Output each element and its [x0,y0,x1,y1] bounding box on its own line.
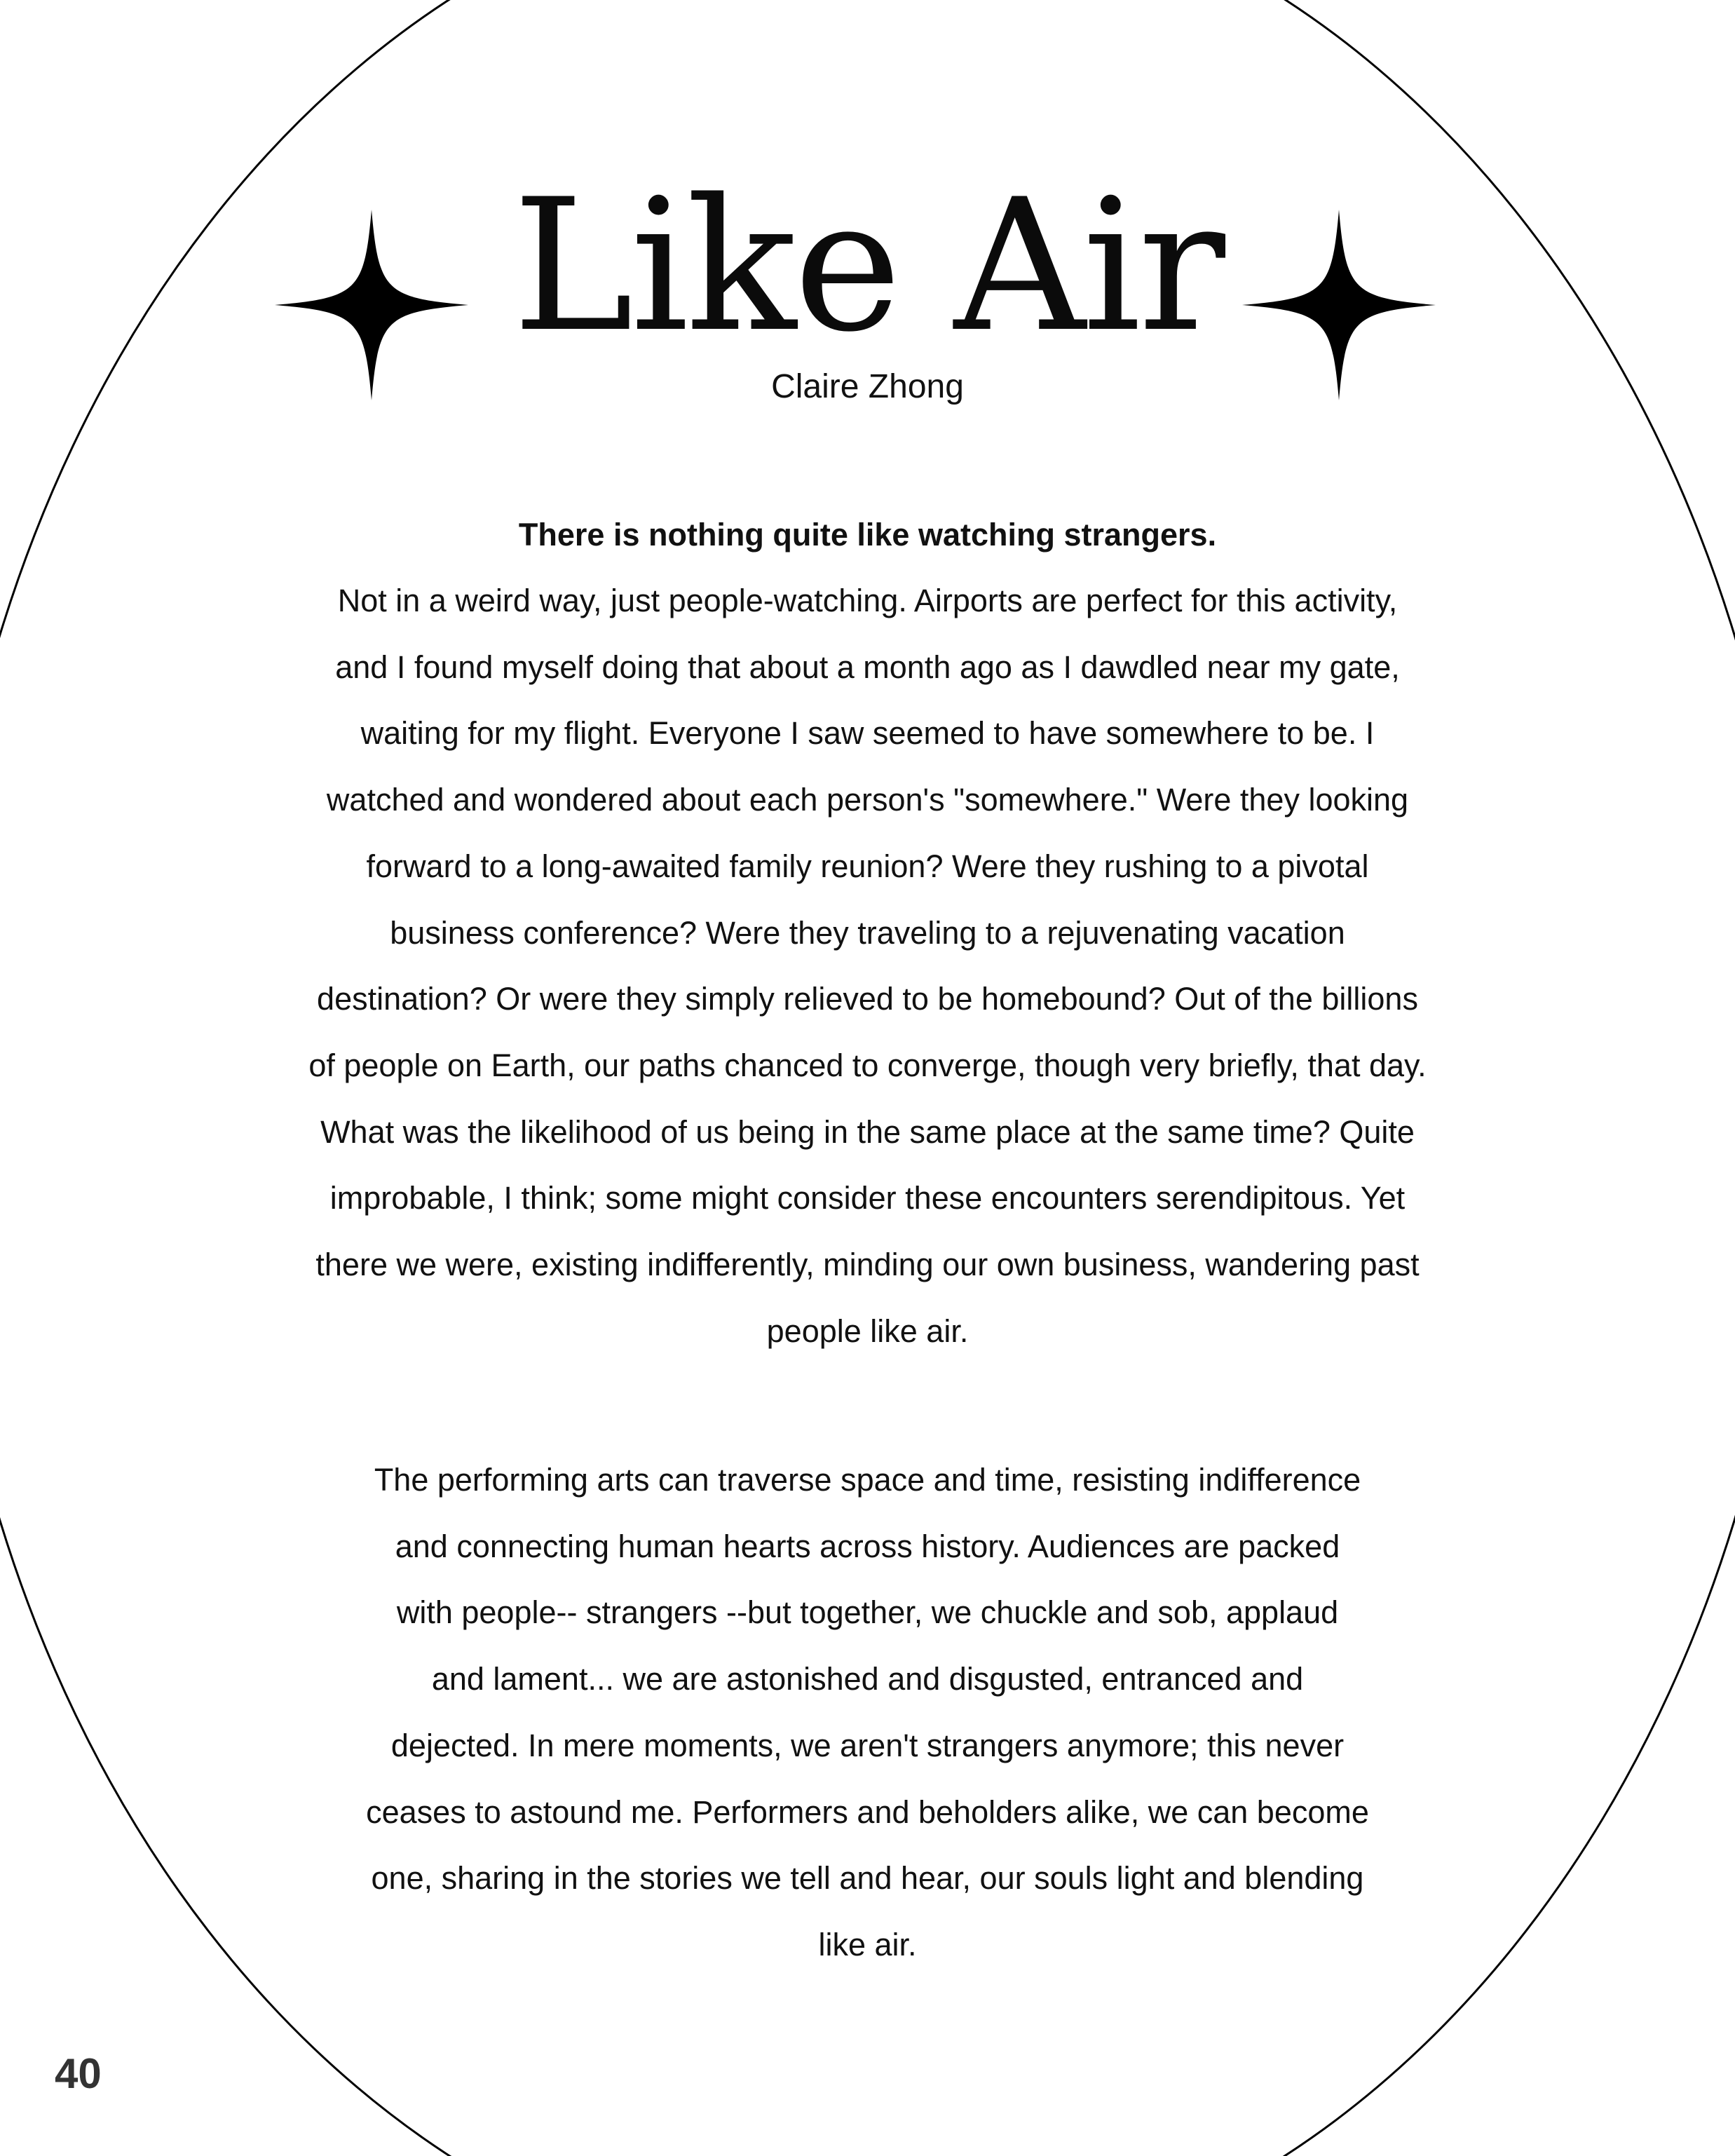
paragraph-line: with people-- strangers --but together, we chuckle and sob, applaud [396,1594,1339,1631]
paragraph-line: of people on Earth, our paths chanced to converge, though very briefly, that day. [308,1047,1427,1083]
author-name: Claire Zhong [771,368,964,405]
paragraph-line: waiting for my flight. Everyone I saw seemed to have somewhere to be. I [360,715,1375,752]
page-number: 40 [55,2050,102,2097]
paragraph-2 [0,1447,1735,1979]
paragraph-line: there we were, existing indifferently, minding our own business, wandering past [315,1247,1420,1283]
paragraph-line: What was the likelihood of us being in the same place at the same time? Quite [320,1113,1415,1150]
paragraph-line: people like air. [766,1313,969,1349]
paragraph-line: and connecting human hearts across history. Audiences are packed [395,1528,1340,1564]
paragraph-line: improbable, I think; some might consider these encounters serendipitous. Yet [329,1180,1406,1216]
article-title: Like Air [512,161,1223,372]
lede-sentence: There is nothing quite like watching strangers. [518,517,1217,552]
paragraph-line: watched and wondered about each person's "somewhere." Were they looking [326,782,1409,818]
paragraph-line: like air. [818,1926,917,1962]
paragraph-line: and lament... we are astonished and disgusted, entranced and [431,1661,1304,1697]
paragraph-line: destination? Or were they simply relieved to be homebound? Out of the billions [317,981,1418,1017]
paragraph-line: forward to a long-awaited family reunion? Were they rushing to a pivotal [366,848,1369,884]
paragraph-line: business conference? Were they traveling to a rejuvenating vacation [390,914,1345,951]
paragraph-line: ceases to astound me. Performers and beholders alike, we can become [366,1794,1369,1830]
paragraph-line: dejected. In mere moments, we aren't strangers anymore; this never [390,1727,1345,1763]
paragraph-line: The performing arts can traverse space and time, resisting indifference [374,1462,1361,1498]
paragraph-1 [0,568,1735,1364]
paragraph-line: one, sharing in the stories we tell and hear, our souls light and blending [371,1860,1364,1897]
paragraph-line: Not in a weird way, just people-watching. Airports are perfect for this activity, [337,583,1398,618]
paragraph-line: and I found myself doing that about a month ago as I dawdled near my gate, [335,649,1400,685]
